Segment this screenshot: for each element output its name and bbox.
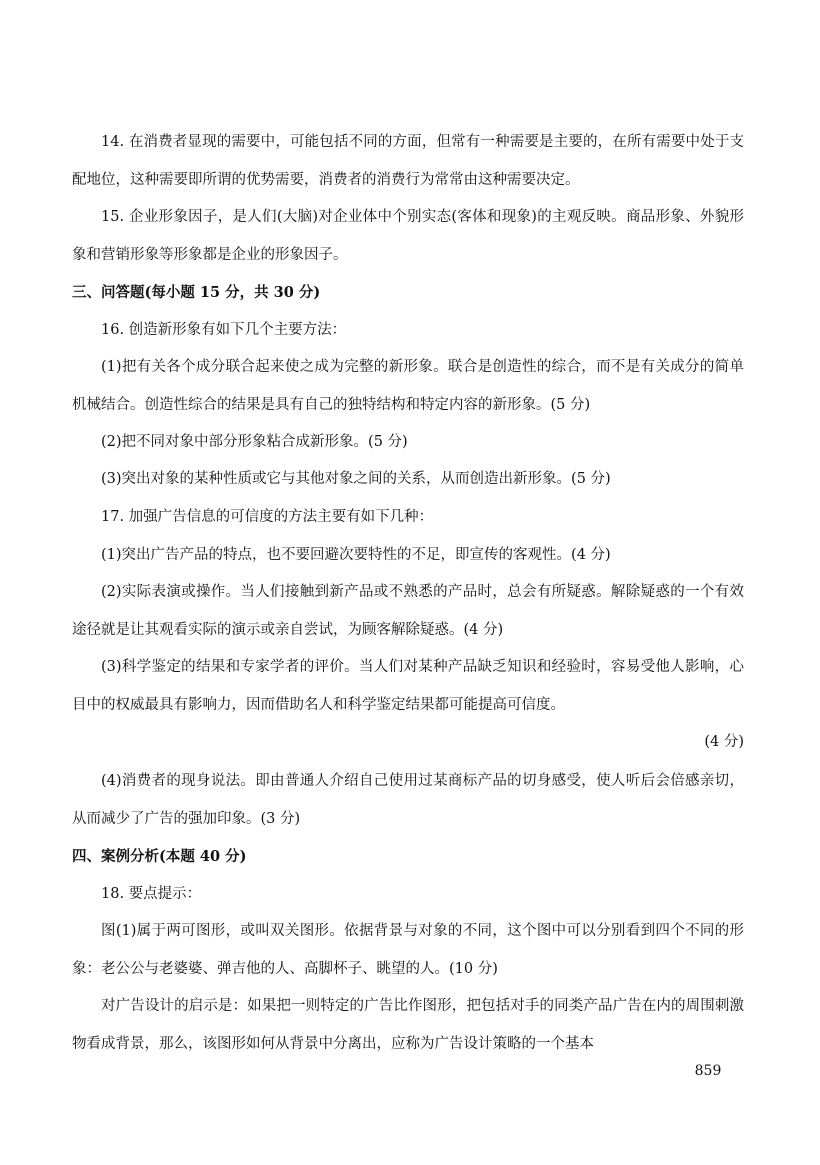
- question-16-intro: 16. 创造新形象有如下几个主要方法：: [101, 322, 347, 338]
- section-heading-3: 三、问答题(每小题 15 分，共 30 分): [72, 284, 321, 301]
- answer-15: 15. 企业形象因子，是人们(大脑)对企业体中个别实态(客体和现象)的主观反映。商品形象、外貌形象和营销形象等形象都是企业的形象因子。: [72, 209, 744, 263]
- answer-17-point-2: (2)实际表演或操作。当人们接触到新产品或不熟悉的产品时，总会有所疑惑。解除疑惑的一个有效途径就是让其观看实际的演示或亲自尝试，为顾客解除疑惑。(4 分): [72, 584, 744, 638]
- answer-17-point-1: (1)突出广告产品的特点，也不要回避次要特性的不足，即宣传的客观性。(4 分): [101, 547, 611, 563]
- answer-18-figure-1: 图(1)属于两可图形，或叫双关图形。依据背景与对象的不同，这个图中可以分别看到四个不同的形象：老公公与老婆婆、弹吉他的人、高脚杯子、眺望的人。(10 分): [72, 923, 744, 977]
- question-17-intro: 17. 加强广告信息的可信度的方法主要有如下几种：: [101, 509, 434, 525]
- page-number: 859: [694, 1063, 722, 1079]
- answer-17-point-3-score: (4 分): [704, 734, 744, 750]
- answer-18-inspiration: 对广告设计的启示是：如果把一则特定的广告比作图形，把包括对手的同类产品广告在内的周围刺激物看成背景，那么，该图形如何从背景中分离出，应称为广告设计策略的一个基本: [72, 998, 744, 1052]
- answer-16-point-1: (1)把有关各个成分联合起来使之成为完整的新形象。联合是创造性的综合，而不是有关成分的简单机械结合。创造性综合的结果是具有自己的独特结构和特定内容的新形象。(5 分): [72, 359, 744, 413]
- answer-17-point-3: (3)科学鉴定的结果和专家学者的评价。当人们对某种产品缺乏知识和经验时，容易受他人影响，心目中的权威最具有影响力，因而借助名人和科学鉴定结果都可能提高可信度。: [72, 659, 744, 713]
- answer-17-point-4: (4)消费者的现身说法。即由普通人介绍自己使用过某商标产品的切身感受，使人听后会倍感亲切，从而减少了广告的强加印象。(3 分): [72, 773, 744, 827]
- answer-16-point-3: (3)突出对象的某种性质或它与其他对象之间的关系，从而创造出新形象。(5 分): [101, 471, 611, 487]
- section-heading-4: 四、案例分析(本题 40 分): [72, 848, 247, 865]
- answer-16-point-2: (2)把不同对象中部分形象粘合成新形象。(5 分): [101, 434, 408, 450]
- answer-14: 14. 在消费者显现的需要中，可能包括不同的方面，但常有一种需要是主要的，在所有需要中处于支配地位，这种需要即所谓的优势需要，消费者的消费行为常常由这种需要决定。: [72, 134, 744, 188]
- question-18-intro: 18. 要点提示：: [101, 886, 202, 902]
